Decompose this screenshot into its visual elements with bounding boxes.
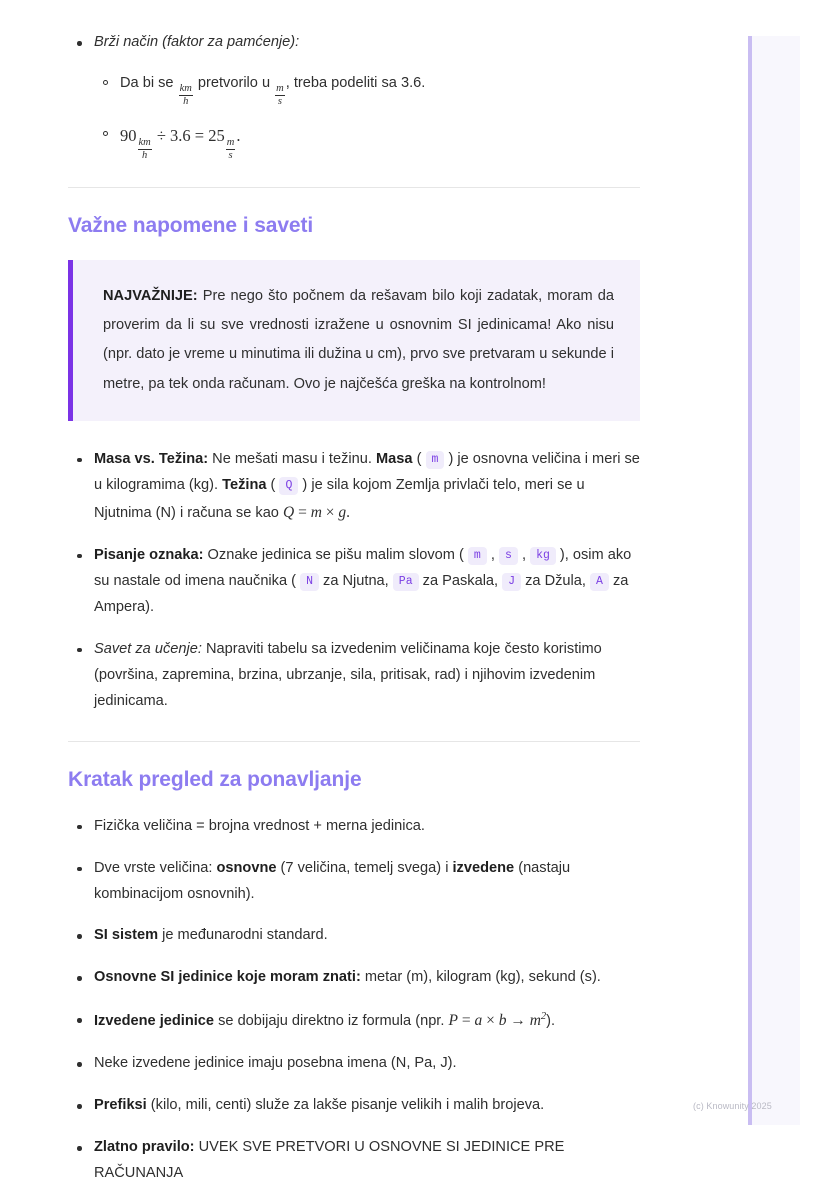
notation-part3: za Njutna, [318,572,393,589]
mass-bold: Masa [376,450,413,467]
weight-bold: Težina [222,476,267,493]
paren-open: ( [412,450,426,467]
notes-bullet-list [68,447,640,715]
example-result: 25 [208,126,225,146]
study-tip-lead: Savet za učenje: [94,640,202,657]
fraction-km-h: $\frac{km}{h}$ [179,83,192,107]
notes-section-title: Važne napomene i saveti [68,214,314,238]
list-item [94,70,640,107]
derived-unit-formula [448,1012,546,1029]
review-item-2-p1: Dve vrste veličina: [94,859,217,876]
conversion-rule-middle: pretvorilo u [193,74,275,91]
conversion-rule-prefix: Da bi se [120,74,178,91]
callout-lead: NAJVAŽNIJE: [103,288,198,305]
top-bullet-list [68,30,640,161]
review-item-7-p1: (kilo, mili, centi) služe za lakše pisanje velikih i malih brojeva. [146,1097,545,1114]
notation-sep2: , [517,546,531,563]
formula-equals: = [294,503,311,521]
weight-formula [283,504,350,521]
fraction-m-s: $\frac{m}{s}$ [226,137,235,161]
callout-paragraph [103,282,614,399]
review-item-5-p2: ). [546,1013,556,1030]
notation-part2: ), osim ako su nastale od imena naučnika ( [94,546,632,589]
example-period: . [236,126,241,146]
formula-period: . [346,503,351,521]
paren-close: ) [444,450,458,467]
formula-exponent: 2 [540,1011,547,1023]
top-sub-list [94,70,640,161]
review-item-7-b1: Prefiksi [94,1097,147,1114]
review-item-8-p1: UVEK SVE PRETVORI U OSNOVNE SI JEDINICE PRE RAČUNANJA [94,1139,565,1182]
review-item-2-p3: (nastaju kombinacijom osnovnih). [94,859,571,902]
example-operator: ÷ 3.6 = [152,126,209,146]
section-divider-1 [68,187,640,188]
list-item [68,965,640,991]
review-bullet-list [68,814,640,1188]
review-item-1: Fizička veličina = brojna vrednost + merna jedinica. [94,817,425,834]
conversion-rule-suffix: , treba podeliti sa 3.6. [285,74,426,91]
faster-way-label: Brži način (faktor za pamćenje): [94,34,300,50]
list-item [68,1051,640,1077]
callout-body: Pre nego što počnem da rešavam bilo koji zadatak, moram da proverim da li su sve vrednosti izražene u osnovnim SI jedinicama! Ako nisu (npr. dato je vreme u minutima ili dužina u cm), prvo sve pretvaram u sekunde i metre, pa tek onda računam. Ovo je najčešća greška na kontrolnom! [103,288,614,392]
mass-weight-part3: je sila kojom Zemlja privlači telo, meri se u Njutnima (N) i računa se kao [94,476,585,521]
notation-part6: za Ampera). [94,572,629,615]
review-item-4-b1: Osnovne SI jedinice koje moram znati: [94,969,361,986]
list-item [68,814,640,840]
review-item-3-p1: je međunarodni standard. [158,927,328,944]
review-section-title: Kratak pregled za ponavljanje [68,767,362,791]
list-item [94,121,640,161]
list-item [68,637,640,715]
badge-m: m [426,451,445,469]
formula-equals: = [457,1012,475,1030]
formula-P: P [448,1012,458,1030]
list-item [68,923,640,949]
formula-arrow: → [506,1012,530,1030]
notation-part1: Oznake jedinica se pišu malim slovom ( [203,546,468,563]
formula-m: m [529,1012,541,1030]
paren-open: ( [266,476,280,493]
formula-times: × [321,503,339,521]
formula-m: m [310,503,322,521]
badge-A: A [590,573,609,591]
study-tip-body: Napraviti tabelu sa izvedenim veličinama koje često koristimo (površina, zapremina, brzina, ubrzanje, sila, pritisak, rad) i njihovim izvedenim jedinicama. [94,640,602,709]
review-item-8-b1: Zlatno pravilo: [94,1139,195,1156]
list-item [68,856,640,908]
review-item-6: Neke izvedene jedinice imaju posebna imena (N, Pa, J). [94,1055,457,1072]
important-callout [68,260,640,421]
badge-kg: kg [530,547,556,565]
notation-sep1: , [486,546,499,563]
formula-Q: Q [282,503,295,521]
list-item [68,447,640,527]
mass-weight-part1: Ne mešati masu i težinu. [208,450,376,467]
list-item [68,543,640,621]
badge-J: J [502,573,521,591]
section-divider-2 [68,741,640,742]
notation-part5: za Džula, [521,572,591,589]
badge-s: s [499,547,518,565]
list-item [68,30,640,161]
list-item [68,1007,640,1035]
formula-g: g [338,503,347,521]
notation-part4: za Paskala, [418,572,503,589]
badge-Q: Q [279,477,298,495]
fraction-m-s: $\frac{m}{s}$ [276,83,284,107]
notation-lead: Pisanje oznaka: [94,546,204,563]
fraction-km-h: $\frac{km}{h}$ [138,137,151,161]
formula-b: b [498,1012,507,1030]
review-item-2-b1: osnovne [216,859,277,876]
paren-close: ) [298,476,312,493]
badge-Pa: Pa [393,573,419,591]
formula-a: a [474,1012,483,1030]
list-item [68,1093,640,1119]
review-item-5-p1: se dobijaju direktno iz formula (npr. [214,1013,449,1030]
review-item-5-b1: Izvedene jedinice [94,1013,215,1030]
mass-weight-part2: je osnovna veličina i meri se u kilogramima (kg). [94,450,640,493]
review-item-3-b1: SI sistem [94,927,159,944]
badge-N: N [300,573,319,591]
right-decorative-strip [748,36,800,1125]
formula-times: × [482,1012,499,1030]
example-number: 90 [120,126,137,146]
badge-m: m [468,547,487,565]
footer-watermark: (c) Knowunity 2025 [693,1101,772,1111]
review-item-2-p2: (7 veličina, temelj svega) i [276,859,453,876]
review-item-2-b2: izvedene [452,859,515,876]
review-item-4-p1: metar (m), kilogram (kg), sekund (s). [360,969,601,986]
mass-weight-lead: Masa vs. Težina: [94,450,209,467]
list-item [68,1135,640,1187]
